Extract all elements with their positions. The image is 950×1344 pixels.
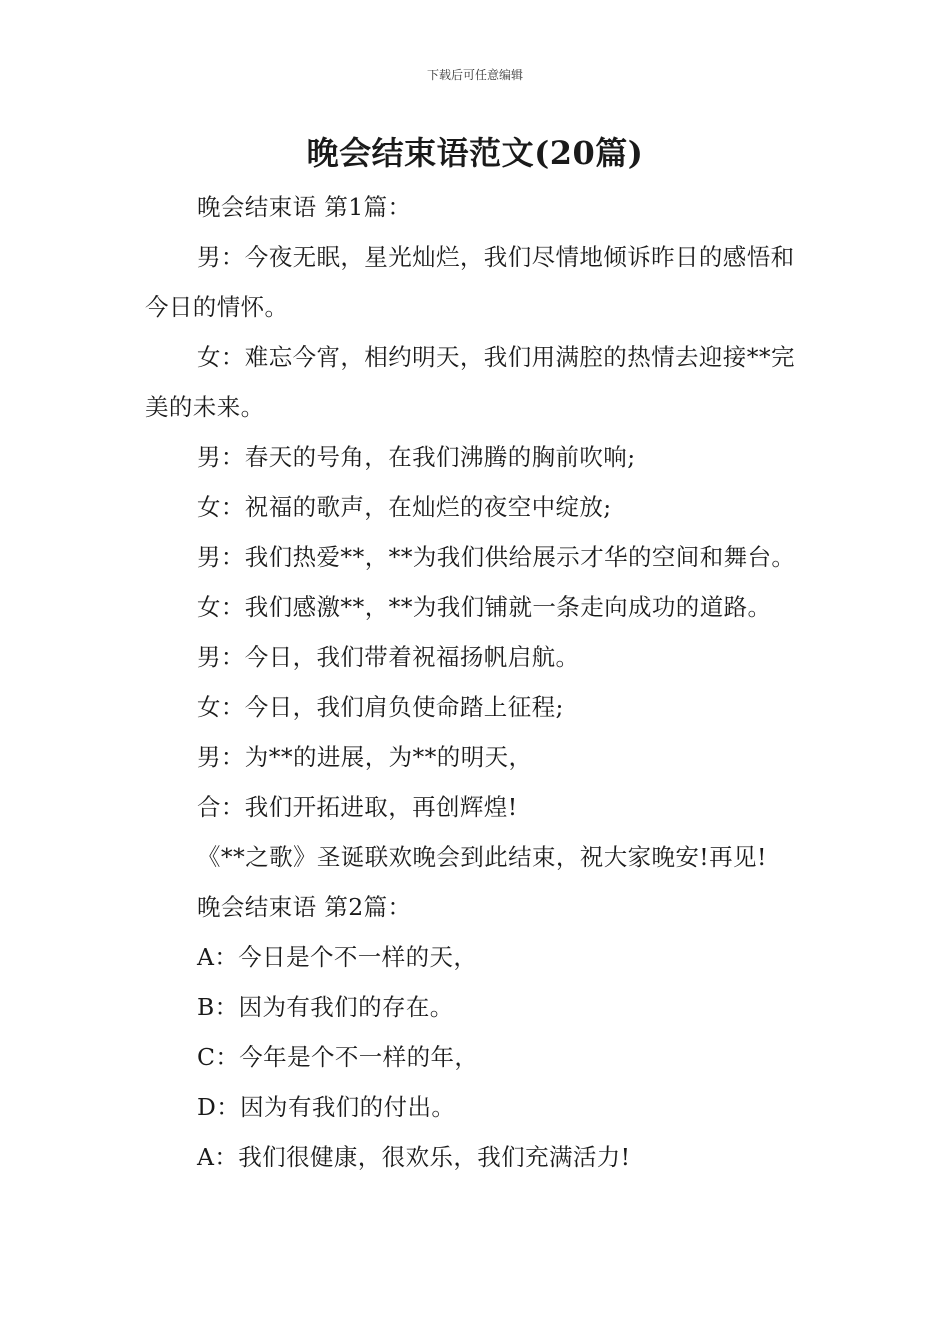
document-title: 晚会结束语范文(20篇) [306, 134, 644, 172]
paragraph: 男：为**的进展，为**的明天， [197, 743, 533, 771]
header-note: 下载后可任意编辑 [426, 68, 523, 82]
paragraph: B：因为有我们的存在。 [197, 993, 454, 1021]
paragraph: A：今日是个不一样的天， [197, 943, 478, 971]
paragraph-section-heading: 晚会结束语 第2篇： [197, 893, 412, 921]
paragraph: 女：今日，我们肩负使命踏上征程; [197, 693, 564, 721]
document-body [145, 182, 810, 1182]
paragraph: 女：我们感激**，**为我们铺就一条走向成功的道路。 [197, 593, 772, 621]
paragraph: 女：祝福的歌声，在灿烂的夜空中绽放; [197, 493, 612, 521]
paragraph: 男：春天的号角，在我们沸腾的胸前吹响; [197, 443, 636, 471]
paragraph: 《**之歌》圣诞联欢晚会到此结束，祝大家晚安!再见! [197, 843, 767, 871]
paragraph: 男：今日，我们带着祝福扬帆启航。 [197, 643, 580, 671]
paragraph: 合：我们开拓进取，再创辉煌! [197, 793, 518, 821]
paragraph: D：因为有我们的付出。 [197, 1093, 456, 1121]
paragraph: C：今年是个不一样的年， [197, 1043, 479, 1071]
paragraph: 女：难忘今宵，相约明天，我们用满腔的热情去迎接**完美的未来。 [145, 343, 795, 421]
paragraph-section-heading: 晚会结束语 第1篇： [197, 193, 412, 221]
paragraph: 男：今夜无眠，星光灿烂，我们尽情地倾诉昨日的感悟和今日的情怀。 [145, 243, 795, 321]
paragraph: A：我们很健康，很欢乐，我们充满活力! [197, 1143, 631, 1171]
paragraph: 男：我们热爱**，**为我们供给展示才华的空间和舞台。 [197, 543, 796, 571]
